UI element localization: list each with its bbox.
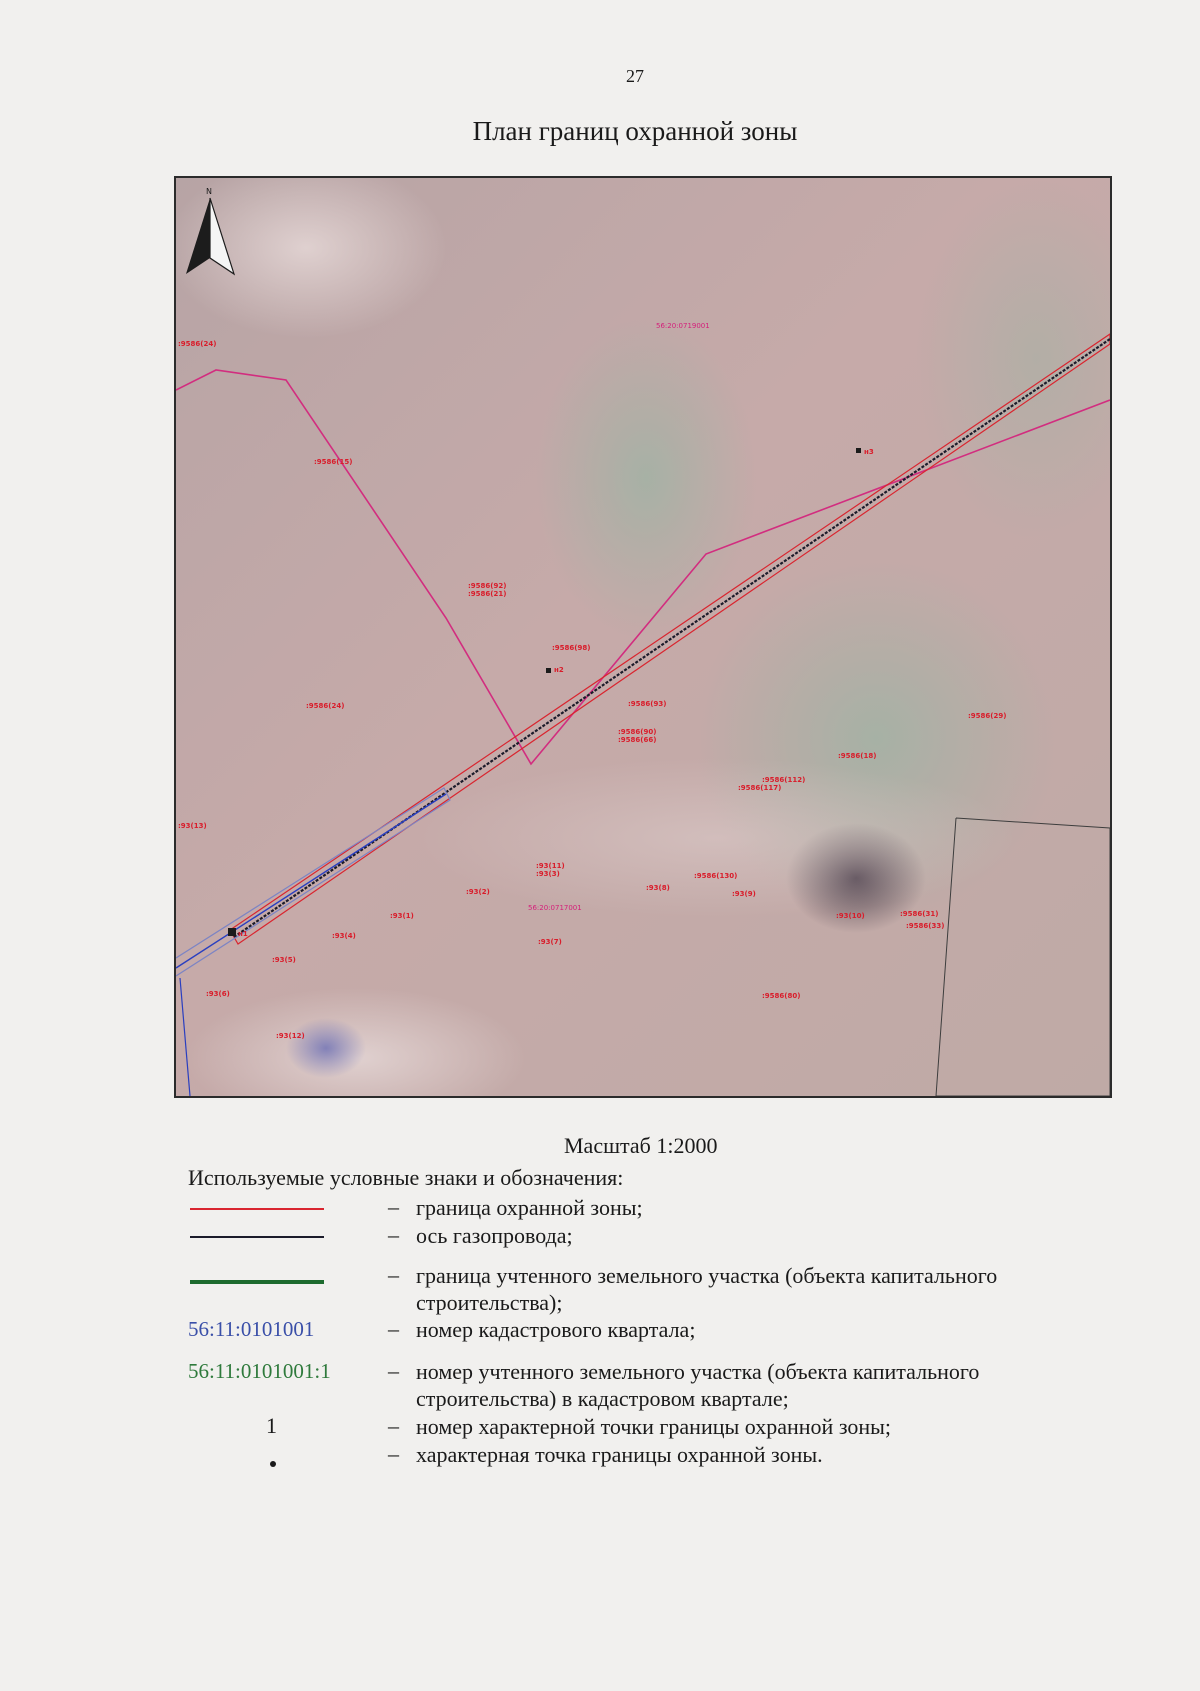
parcel-label: :93(3) bbox=[536, 870, 560, 878]
parcel-label: :93(10) bbox=[836, 912, 865, 920]
legend-dash: – bbox=[388, 1413, 399, 1438]
parcel-label: :9586(33) bbox=[906, 922, 945, 930]
parcel-label: :9586(15) bbox=[314, 458, 353, 466]
parcel-label: :9586(31) bbox=[900, 910, 939, 918]
map-frame[interactable] bbox=[174, 176, 1112, 1098]
vegetation-patch bbox=[536, 318, 756, 638]
legend-text: номер учтенного земельного участка (объекта капитального строительства) в кадастровом квартале; bbox=[416, 1359, 980, 1411]
map-canvas[interactable] bbox=[176, 178, 1110, 1096]
legend-dash: – bbox=[388, 1222, 399, 1247]
parcel-number-sample: 56:11:0101001:1 bbox=[188, 1359, 331, 1383]
legend-dash: – bbox=[388, 1441, 399, 1466]
svg-text:н2: н2 bbox=[554, 666, 564, 674]
legend-text: граница охранной зоны; bbox=[416, 1195, 643, 1220]
legend-dash: – bbox=[388, 1262, 399, 1287]
parcel-label: :93(4) bbox=[332, 932, 356, 940]
parcel-label: :9586(29) bbox=[968, 712, 1007, 720]
legend-title: Используемые условные знаки и обозначения: bbox=[188, 1165, 624, 1190]
parcel-label: :9586(80) bbox=[762, 992, 801, 1000]
quarter-label: 56:20:0717001 bbox=[528, 904, 582, 912]
legend-text: граница учтенного земельного участка (объекта капитального строительства); bbox=[416, 1263, 998, 1315]
legend-dash: – bbox=[388, 1194, 399, 1219]
green-line-sample bbox=[190, 1280, 324, 1284]
map-scale: Масштаб 1:2000 bbox=[564, 1133, 718, 1158]
svg-text:н3: н3 bbox=[864, 448, 874, 456]
parcel-label: :93(11) bbox=[536, 862, 565, 870]
svg-text:N: N bbox=[206, 187, 212, 196]
parcel-label: :9586(92) bbox=[468, 582, 507, 590]
parcel-label: :9586(21) bbox=[468, 590, 507, 598]
parcel-label: :93(7) bbox=[538, 938, 562, 946]
black-line-sample bbox=[190, 1236, 324, 1238]
svg-text:н1: н1 bbox=[238, 930, 248, 938]
parcel-label: :93(9) bbox=[732, 890, 756, 898]
point-dot-icon bbox=[270, 1461, 276, 1467]
parcel-label: :9586(24) bbox=[306, 702, 345, 710]
legend-dash: – bbox=[388, 1316, 399, 1341]
parcel-label: :93(1) bbox=[390, 912, 414, 920]
parcel-label: :9586(18) bbox=[838, 752, 877, 760]
parcel-label: :9586(93) bbox=[628, 700, 667, 708]
legend-text: номер кадастрового квартала; bbox=[416, 1317, 696, 1342]
legend-symbol bbox=[188, 1358, 388, 1384]
parcel-label: :9586(130) bbox=[694, 872, 738, 880]
parcel-label: :9586(98) bbox=[552, 644, 591, 652]
parcel-label: :93(5) bbox=[272, 956, 296, 964]
parcel-label: :93(13) bbox=[178, 822, 207, 830]
parcel-label: :93(8) bbox=[646, 884, 670, 892]
parcel-label: :93(12) bbox=[276, 1032, 305, 1040]
quarter-label: 56:20:0719001 bbox=[656, 322, 710, 330]
parcel-label: :9586(117) bbox=[738, 784, 782, 792]
page-number: 27 bbox=[626, 66, 644, 86]
point-number-sample: 1 bbox=[266, 1413, 277, 1438]
page-title: План границ охранной зоны bbox=[472, 116, 798, 146]
parcel-label: :9586(112) bbox=[762, 776, 806, 784]
red-line-sample bbox=[190, 1208, 324, 1210]
parcel-label: :93(6) bbox=[206, 990, 230, 998]
parcel-label: :9586(24) bbox=[178, 340, 217, 348]
parcel-label: :9586(90) bbox=[618, 728, 657, 736]
parcel-label: :9586(66) bbox=[618, 736, 657, 744]
quarter-number-sample: 56:11:0101001 bbox=[188, 1317, 315, 1341]
legend-text: характерная точка границы охранной зоны. bbox=[416, 1442, 823, 1467]
legend-text: номер характерной точки границы охранной зоны; bbox=[416, 1414, 892, 1439]
road-corridor bbox=[416, 758, 1016, 918]
legend-text: ось газопровода; bbox=[416, 1223, 573, 1248]
parcel-label: :93(2) bbox=[466, 888, 490, 896]
legend-symbol bbox=[188, 1316, 348, 1342]
building-area bbox=[286, 1018, 366, 1078]
legend-dash: – bbox=[388, 1358, 399, 1383]
